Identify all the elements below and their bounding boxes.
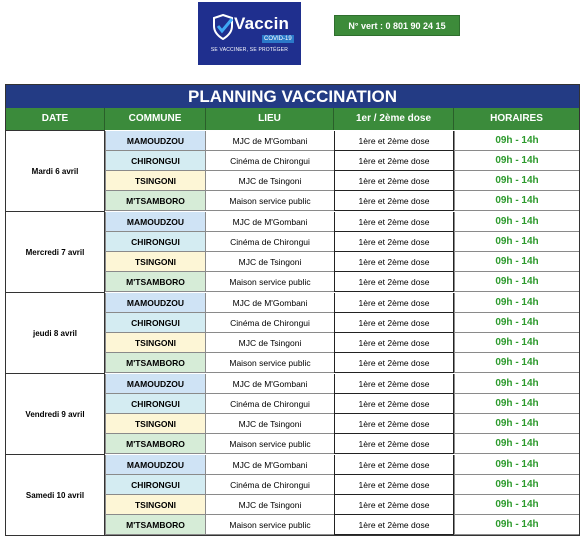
- table-row: [105, 212, 579, 232]
- dose-cell: 1ère et 2ème dose: [334, 333, 454, 353]
- table-row: [105, 414, 579, 434]
- dose-cell: 1ère et 2ème dose: [334, 272, 454, 292]
- date-cell: Mercredi 7 avril: [6, 211, 105, 292]
- lieu-cell: MJC de M'Gombani: [206, 374, 334, 394]
- dose-cell: 1ère et 2ème dose: [334, 212, 454, 232]
- commune-cell: MAMOUDZOU: [105, 455, 206, 475]
- commune-cell: MAMOUDZOU: [105, 131, 206, 151]
- table-row: [105, 394, 579, 414]
- table-row: [105, 232, 579, 252]
- dose-cell: 1ère et 2ème dose: [334, 293, 454, 313]
- horaires-cell: 09h - 14h: [454, 374, 579, 394]
- lieu-cell: MJC de Tsingoni: [206, 252, 334, 272]
- table-row: [105, 151, 579, 171]
- horaires-cell: 09h - 14h: [454, 272, 579, 292]
- horaires-cell: 09h - 14h: [454, 414, 579, 434]
- commune-cell: TSINGONI: [105, 414, 206, 434]
- dose-cell: 1ère et 2ème dose: [334, 374, 454, 394]
- dose-cell: 1ère et 2ème dose: [334, 131, 454, 151]
- column-header-horaires: HORAIRES: [454, 108, 579, 130]
- dose-cell: 1ère et 2ème dose: [334, 394, 454, 414]
- commune-cell: TSINGONI: [105, 252, 206, 272]
- dose-cell: 1ère et 2ème dose: [334, 171, 454, 191]
- dose-cell: 1ère et 2ème dose: [334, 434, 454, 454]
- horaires-cell: 09h - 14h: [454, 434, 579, 454]
- table-row: [105, 495, 579, 515]
- dose-cell: 1ère et 2ème dose: [334, 151, 454, 171]
- commune-cell: M'TSAMBORO: [105, 353, 206, 373]
- lieu-cell: Cinéma de Chirongui: [206, 475, 334, 495]
- dose-cell: 1ère et 2ème dose: [334, 353, 454, 373]
- lieu-cell: Maison service public: [206, 353, 334, 373]
- dose-cell: 1ère et 2ème dose: [334, 252, 454, 272]
- commune-cell: TSINGONI: [105, 495, 206, 515]
- vaccin-covid-logo: [198, 2, 301, 65]
- lieu-cell: Maison service public: [206, 191, 334, 211]
- dose-cell: 1ère et 2ème dose: [334, 313, 454, 333]
- lieu-cell: MJC de Tsingoni: [206, 171, 334, 191]
- lieu-cell: MJC de M'Gombani: [206, 212, 334, 232]
- horaires-cell: 09h - 14h: [454, 313, 579, 333]
- commune-cell: M'TSAMBORO: [105, 515, 206, 535]
- dose-cell: 1ère et 2ème dose: [334, 232, 454, 252]
- horaires-cell: 09h - 14h: [454, 252, 579, 272]
- commune-cell: M'TSAMBORO: [105, 272, 206, 292]
- horaires-cell: 09h - 14h: [454, 171, 579, 191]
- lieu-cell: MJC de M'Gombani: [206, 293, 334, 313]
- lieu-cell: Maison service public: [206, 515, 334, 535]
- lieu-cell: MJC de M'Gombani: [206, 455, 334, 475]
- horaires-cell: 09h - 14h: [454, 333, 579, 353]
- table-row: [105, 252, 579, 272]
- dose-cell: 1ère et 2ème dose: [334, 515, 454, 535]
- lieu-cell: MJC de Tsingoni: [206, 414, 334, 434]
- table-row: [105, 171, 579, 191]
- date-cell: Mardi 6 avril: [6, 130, 105, 211]
- commune-cell: TSINGONI: [105, 333, 206, 353]
- commune-cell: M'TSAMBORO: [105, 434, 206, 454]
- commune-cell: TSINGONI: [105, 171, 206, 191]
- table-row: [105, 293, 579, 313]
- horaires-cell: 09h - 14h: [454, 353, 579, 373]
- column-header-date: DATE: [6, 108, 105, 130]
- commune-cell: MAMOUDZOU: [105, 374, 206, 394]
- table-row: [105, 333, 579, 353]
- logo-tagline: SE VACCINER, SE PROTÉGER: [210, 47, 289, 53]
- lieu-cell: Cinéma de Chirongui: [206, 313, 334, 333]
- horaires-cell: 09h - 14h: [454, 394, 579, 414]
- column-header-commune: COMMUNE: [105, 108, 206, 130]
- date-cell: Samedi 10 avril: [6, 454, 105, 535]
- date-cell: jeudi 8 avril: [6, 292, 105, 373]
- shield-check-icon: [212, 14, 234, 40]
- horaires-cell: 09h - 14h: [454, 151, 579, 171]
- column-header-dose: 1er / 2ème dose: [334, 108, 454, 130]
- commune-cell: M'TSAMBORO: [105, 191, 206, 211]
- table-row: [105, 272, 579, 292]
- table-row: [105, 353, 579, 373]
- table-row: [105, 475, 579, 495]
- commune-cell: MAMOUDZOU: [105, 293, 206, 313]
- commune-cell: CHIRONGUI: [105, 475, 206, 495]
- table-row: [105, 131, 579, 151]
- lieu-cell: MJC de Tsingoni: [206, 333, 334, 353]
- commune-cell: CHIRONGUI: [105, 232, 206, 252]
- vaccination-schedule-table: [5, 84, 580, 536]
- table-row: [105, 434, 579, 454]
- commune-cell: CHIRONGUI: [105, 313, 206, 333]
- logo-word: Vaccin: [234, 14, 290, 33]
- table-row: [105, 374, 579, 394]
- lieu-cell: MJC de M'Gombani: [206, 131, 334, 151]
- lieu-cell: Cinéma de Chirongui: [206, 151, 334, 171]
- horaires-cell: 09h - 14h: [454, 515, 579, 535]
- dose-cell: 1ère et 2ème dose: [334, 455, 454, 475]
- lieu-cell: Cinéma de Chirongui: [206, 394, 334, 414]
- logo-badge: COVID-19: [264, 36, 292, 42]
- horaires-cell: 09h - 14h: [454, 131, 579, 151]
- horaires-cell: 09h - 14h: [454, 495, 579, 515]
- horaires-cell: 09h - 14h: [454, 455, 579, 475]
- commune-cell: MAMOUDZOU: [105, 212, 206, 232]
- horaires-cell: 09h - 14h: [454, 191, 579, 211]
- hotline-number: N° vert : 0 801 90 24 15: [334, 15, 460, 36]
- table-row: [105, 191, 579, 211]
- table-row: [105, 455, 579, 475]
- table-row: [105, 313, 579, 333]
- horaires-cell: 09h - 14h: [454, 475, 579, 495]
- dose-cell: 1ère et 2ème dose: [334, 475, 454, 495]
- table-title: PLANNING VACCINATION: [6, 85, 579, 108]
- lieu-cell: Cinéma de Chirongui: [206, 232, 334, 252]
- date-cell: Vendredi 9 avril: [6, 373, 105, 454]
- horaires-cell: 09h - 14h: [454, 212, 579, 232]
- lieu-cell: Maison service public: [206, 434, 334, 454]
- horaires-cell: 09h - 14h: [454, 232, 579, 252]
- horaires-cell: 09h - 14h: [454, 293, 579, 313]
- dose-cell: 1ère et 2ème dose: [334, 414, 454, 434]
- table-row: [105, 515, 579, 535]
- commune-cell: CHIRONGUI: [105, 151, 206, 171]
- dose-cell: 1ère et 2ème dose: [334, 495, 454, 515]
- column-header-lieu: LIEU: [206, 108, 334, 130]
- commune-cell: CHIRONGUI: [105, 394, 206, 414]
- dose-cell: 1ère et 2ème dose: [334, 191, 454, 211]
- lieu-cell: MJC de Tsingoni: [206, 495, 334, 515]
- lieu-cell: Maison service public: [206, 272, 334, 292]
